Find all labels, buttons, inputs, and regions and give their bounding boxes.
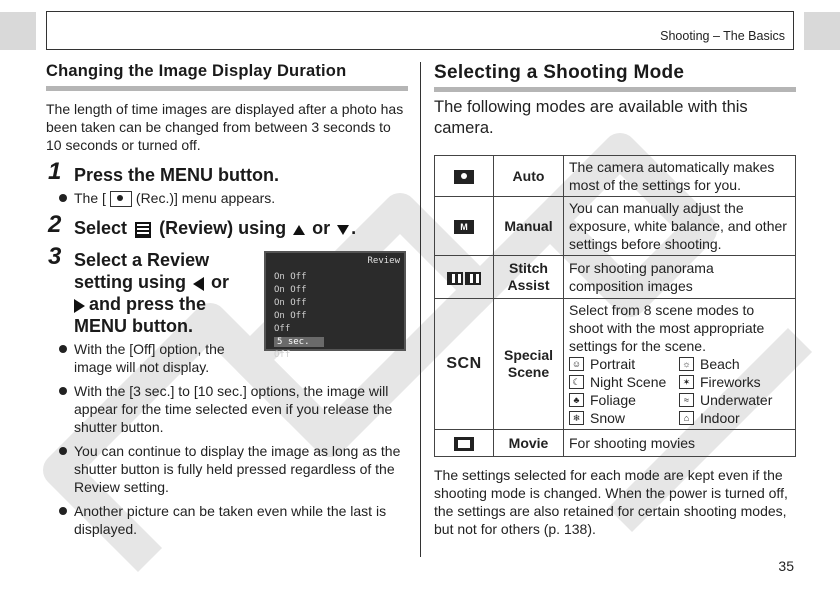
table-row <box>435 156 796 197</box>
scene-label: Snow <box>590 410 626 426</box>
special-scene-icon: SCN <box>446 355 482 372</box>
left-arrow-icon <box>193 277 204 291</box>
mode-description: For shooting panorama composition images <box>564 256 796 299</box>
scene-label: Underwater <box>700 392 773 408</box>
scene-label: Portrait <box>590 356 636 372</box>
mode-description: You can manually adjust the exposure, white balance, and other settings before shooting. <box>564 197 796 256</box>
step-text: . <box>351 218 357 239</box>
right-edge-tab <box>804 12 840 50</box>
movie-mode-icon <box>454 437 474 451</box>
indoor-icon: ⌂ <box>679 411 694 425</box>
lcd-menu <box>274 271 324 362</box>
lcd-screen-illustration <box>264 251 406 360</box>
mode-description: Select from 8 scene modes to shoot with the most appropriate settings for the scene. <box>569 302 765 354</box>
scene-label: Fireworks <box>700 374 761 390</box>
scene-item <box>679 373 789 391</box>
table-row <box>435 430 796 457</box>
bullet-list <box>46 340 251 376</box>
camera-icon <box>110 191 132 207</box>
step-2 <box>46 211 408 239</box>
lcd-row: Off <box>274 350 291 360</box>
lcd-row: On Off <box>274 311 307 321</box>
portrait-icon: ☺ <box>569 357 584 371</box>
stitch-left-icon <box>447 272 463 285</box>
section-heading-display-duration: Changing the Image Display Duration <box>46 62 408 91</box>
column-divider <box>420 62 421 557</box>
left-edge-tab <box>0 12 36 50</box>
step-text: or <box>211 272 230 293</box>
lcd-header: Review <box>367 256 400 266</box>
right-arrow-icon <box>74 299 85 313</box>
manual-mode-icon: M <box>454 220 474 234</box>
down-arrow-icon <box>337 225 349 235</box>
scene-list <box>569 355 790 427</box>
section-heading-shooting-mode: Selecting a Shooting Mode <box>434 62 796 92</box>
step-text: Select a Review <box>74 250 210 271</box>
auto-mode-icon <box>454 170 474 184</box>
step-number: 3 <box>48 243 62 271</box>
mode-name: Manual <box>494 197 564 256</box>
step-text: Select <box>74 218 128 239</box>
lcd-row: On Off <box>274 272 307 282</box>
step-number: 2 <box>48 211 62 239</box>
step-number: 1 <box>48 158 62 185</box>
scene-label: Foliage <box>590 392 636 408</box>
mode-name: Auto <box>494 156 564 197</box>
up-arrow-icon <box>293 225 305 235</box>
lcd-row: On Off <box>274 298 307 308</box>
lcd-row-selected <box>274 336 324 349</box>
list-item: With the [Off] option, the image will not display. <box>46 340 251 376</box>
scene-label: Night Scene <box>590 374 667 390</box>
scene-item <box>679 391 789 409</box>
table-row <box>435 299 796 430</box>
review-icon <box>135 222 151 238</box>
left-intro: The length of time images are displayed after a photo has been taken can be changed from between 3 seconds to 10 seconds or turned off. <box>46 101 404 153</box>
list-item: You can continue to display the image as long as the shutter button is fully held pressed regardless of the Review setting. <box>46 442 408 496</box>
lcd-selected-value: 5 sec. <box>274 337 324 347</box>
note-text: The [ <box>74 190 106 206</box>
underwater-icon: ≈ <box>679 393 694 407</box>
right-outro: The settings selected for each mode are kept even if the shooting mode is changed. When the power is turned off, the settings are also retained for certain shooting modes, but not for others (p. 138). <box>434 467 788 537</box>
page-header <box>46 11 794 50</box>
scene-item <box>569 391 679 409</box>
list-item: With the [3 sec.] to [10 sec.] options, the image will appear for the time selected even if you release the shutter button. <box>46 382 408 436</box>
step-text: or <box>312 218 331 239</box>
scene-item <box>679 355 789 373</box>
fireworks-icon: ✶ <box>679 375 694 389</box>
stitch-right-icon <box>465 272 481 285</box>
mode-description: For shooting movies <box>564 430 796 457</box>
step-1 <box>46 158 408 186</box>
foliage-icon: ♣ <box>569 393 584 407</box>
snow-icon: ❄ <box>569 411 584 425</box>
section-title: Shooting – The Basics <box>660 29 785 43</box>
modes-table <box>434 155 796 457</box>
mode-name: Stitch Assist <box>494 256 564 299</box>
scene-item <box>569 355 679 373</box>
step-1-note <box>46 189 408 207</box>
step-text: and press the <box>89 294 207 315</box>
mode-name: Movie <box>494 430 564 457</box>
right-intro: The following modes are available with this camera. <box>434 98 748 137</box>
right-column <box>434 62 796 538</box>
lcd-row: On Off <box>274 285 307 295</box>
step-text: MENU button. <box>74 316 193 337</box>
step-text: setting using <box>74 272 186 293</box>
mode-name: Special Scene <box>494 299 564 430</box>
list-item: Another picture can be taken even while the last is displayed. <box>46 502 408 538</box>
note-text: (Rec.)] menu appears. <box>135 190 276 206</box>
scene-item <box>679 409 789 427</box>
beach-icon: ☼ <box>679 357 694 371</box>
mode-description: The camera automatically makes most of the settings for you. <box>564 156 796 197</box>
page-number: 35 <box>778 558 794 574</box>
scene-label: Beach <box>700 356 740 372</box>
scene-label: Indoor <box>700 410 740 426</box>
lcd-row: Off <box>274 324 291 334</box>
table-row <box>435 256 796 299</box>
scene-item <box>569 373 679 391</box>
step-3 <box>46 243 274 337</box>
scene-item <box>569 409 679 427</box>
step-text: (Review) using <box>159 218 287 239</box>
step-text: Press the MENU button. <box>74 165 280 185</box>
night-scene-icon: ☾ <box>569 375 584 389</box>
table-row <box>435 197 796 256</box>
